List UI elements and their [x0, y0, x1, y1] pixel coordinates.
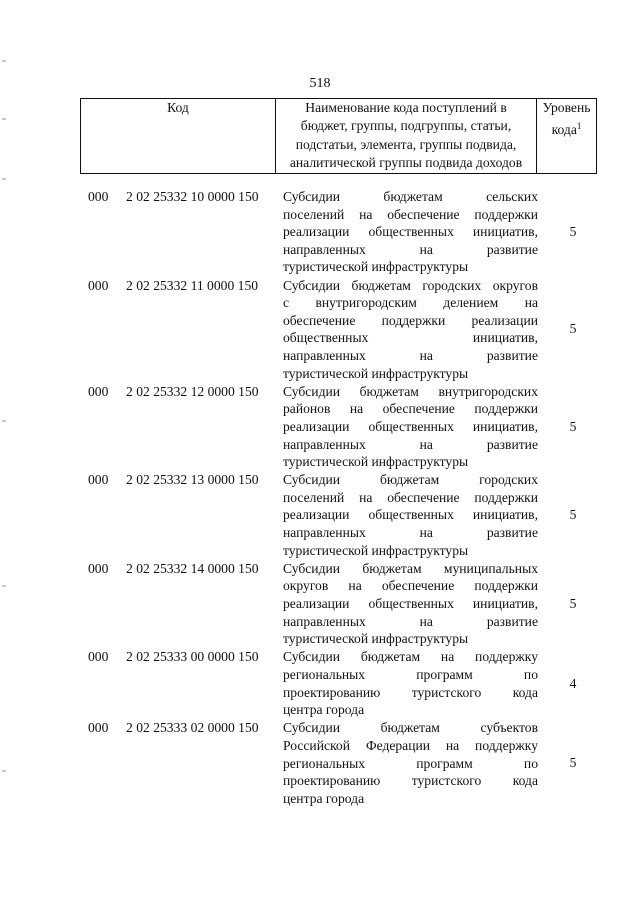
description-line: направленных на развитие: [283, 525, 538, 541]
budget-classification-code: 2 02 25332 12 0000 150: [126, 383, 259, 399]
description-line: общественных инициатив,: [283, 330, 538, 346]
description-line: туристической инфраструктуры: [283, 631, 469, 647]
description-line: туристической инфраструктуры: [283, 365, 469, 381]
code-level: 5: [569, 595, 577, 611]
description-line: Субсидии бюджетам на поддержку: [283, 649, 538, 665]
budget-classification-code: 2 02 25332 11 0000 150: [126, 277, 259, 293]
code-entry: [0, 383, 640, 471]
description-line: региональных программ по: [283, 755, 538, 771]
description-line: реализации общественных инициатив,: [283, 507, 538, 523]
description-line: туристической инфраструктуры: [283, 259, 469, 275]
admin-code: 000: [88, 277, 109, 293]
description-line: проектированию туристского кода: [283, 773, 538, 789]
description-line: Субсидии бюджетам субъектов: [283, 720, 538, 736]
admin-code: 000: [88, 472, 109, 488]
description-line: Субсидии бюджетам внутригородских: [283, 383, 538, 399]
description-line: Субсидии бюджетам муниципальных: [283, 560, 538, 576]
description-line: туристической инфраструктуры: [283, 454, 469, 470]
budget-classification-code: 2 02 25332 14 0000 150: [126, 560, 259, 576]
description-line: реализации общественных инициатив,: [283, 596, 538, 612]
budget-classification-code: 2 02 25332 10 0000 150: [126, 189, 259, 204]
description-line: направленных на развитие: [283, 347, 538, 363]
header-name-line: бюджет, группы, подгруппы, статьи,: [300, 118, 512, 134]
description-line: Субсидии бюджетам городских округов: [283, 277, 538, 293]
code-description: [283, 471, 538, 559]
scan-margin-mark: [2, 770, 6, 772]
code-level: 4: [569, 675, 577, 691]
header-level-line: [537, 117, 596, 139]
admin-code: 000: [88, 383, 109, 399]
description-line: обеспечение поддержки реализации: [283, 312, 538, 328]
header-level-line: Уровень: [542, 100, 591, 115]
header-name-line: подстатьи, элемента, группы подвида,: [295, 136, 517, 152]
code-level: 5: [569, 321, 577, 337]
scan-margin-mark: [2, 118, 6, 120]
scan-margin-mark: [2, 60, 6, 62]
description-line: региональных программ по: [283, 667, 538, 682]
code-level: 5: [569, 418, 577, 434]
description-line: реализации общественных инициатив,: [283, 418, 538, 434]
header-level-cell: [537, 99, 597, 174]
description-line: туристической инфраструктуры: [283, 542, 469, 558]
description-line: направленных на развитие: [283, 436, 538, 452]
description-line: Субсидии бюджетам сельских: [283, 189, 538, 204]
table-header: [80, 98, 597, 174]
description-line: округов на обеспечение поддержки: [283, 578, 538, 594]
scan-margin-mark: [2, 585, 6, 587]
description-line: Российской Федерации на поддержку: [283, 737, 538, 753]
header-name-line: Наименование кода поступлений в: [305, 100, 507, 115]
code-entry: [0, 188, 640, 276]
budget-classification-code: 2 02 25333 00 0000 150: [126, 649, 259, 665]
code-description: [283, 277, 538, 383]
description-line: районов на обеспечение поддержки: [283, 401, 538, 417]
header-code-cell: [81, 99, 276, 174]
description-line: направленных на развитие: [283, 613, 538, 629]
admin-code: 000: [88, 189, 109, 204]
description-line: проектированию туристского кода: [283, 684, 538, 700]
description-line: с внутригородским делением на: [283, 295, 538, 311]
budget-classification-code: 2 02 25333 02 0000 150: [126, 720, 259, 736]
budget-classification-code: 2 02 25332 13 0000 150: [126, 472, 259, 488]
description-line: поселений на обеспечение поддержки: [283, 206, 538, 222]
description-line: центра города: [283, 790, 365, 806]
admin-code: 000: [88, 560, 109, 576]
scan-margin-mark: [2, 178, 6, 180]
code-level: 5: [569, 507, 577, 523]
footnote-marker: 1: [576, 121, 582, 132]
header-name-cell: [276, 99, 537, 174]
code-description: [283, 188, 538, 276]
scan-margin-mark: [2, 420, 6, 422]
description-line: направленных на развитие: [283, 241, 538, 257]
code-description: [283, 383, 538, 471]
header-level-label: кода: [551, 122, 577, 138]
code-entry: [0, 277, 640, 383]
admin-code: 000: [88, 649, 109, 665]
code-description: [283, 648, 538, 718]
code-entry: [0, 719, 640, 807]
code-level: 5: [569, 223, 577, 239]
code-description: [283, 719, 538, 807]
page-number: 518: [309, 76, 331, 91]
code-entry: [0, 648, 640, 718]
description-line: Субсидии бюджетам городских: [283, 472, 538, 488]
description-line: реализации общественных инициатив,: [283, 224, 538, 240]
description-line: центра города: [283, 702, 365, 718]
code-description: [283, 560, 538, 648]
description-line: поселений на обеспечение поддержки: [283, 489, 538, 505]
header-name-line: аналитической группы подвида доходов: [289, 155, 523, 171]
header-code-label: Код: [167, 100, 189, 115]
entries-list: [0, 188, 640, 808]
code-entry: [0, 471, 640, 559]
code-level: 5: [569, 755, 577, 771]
admin-code: 000: [88, 720, 109, 736]
code-entry: [0, 560, 640, 648]
